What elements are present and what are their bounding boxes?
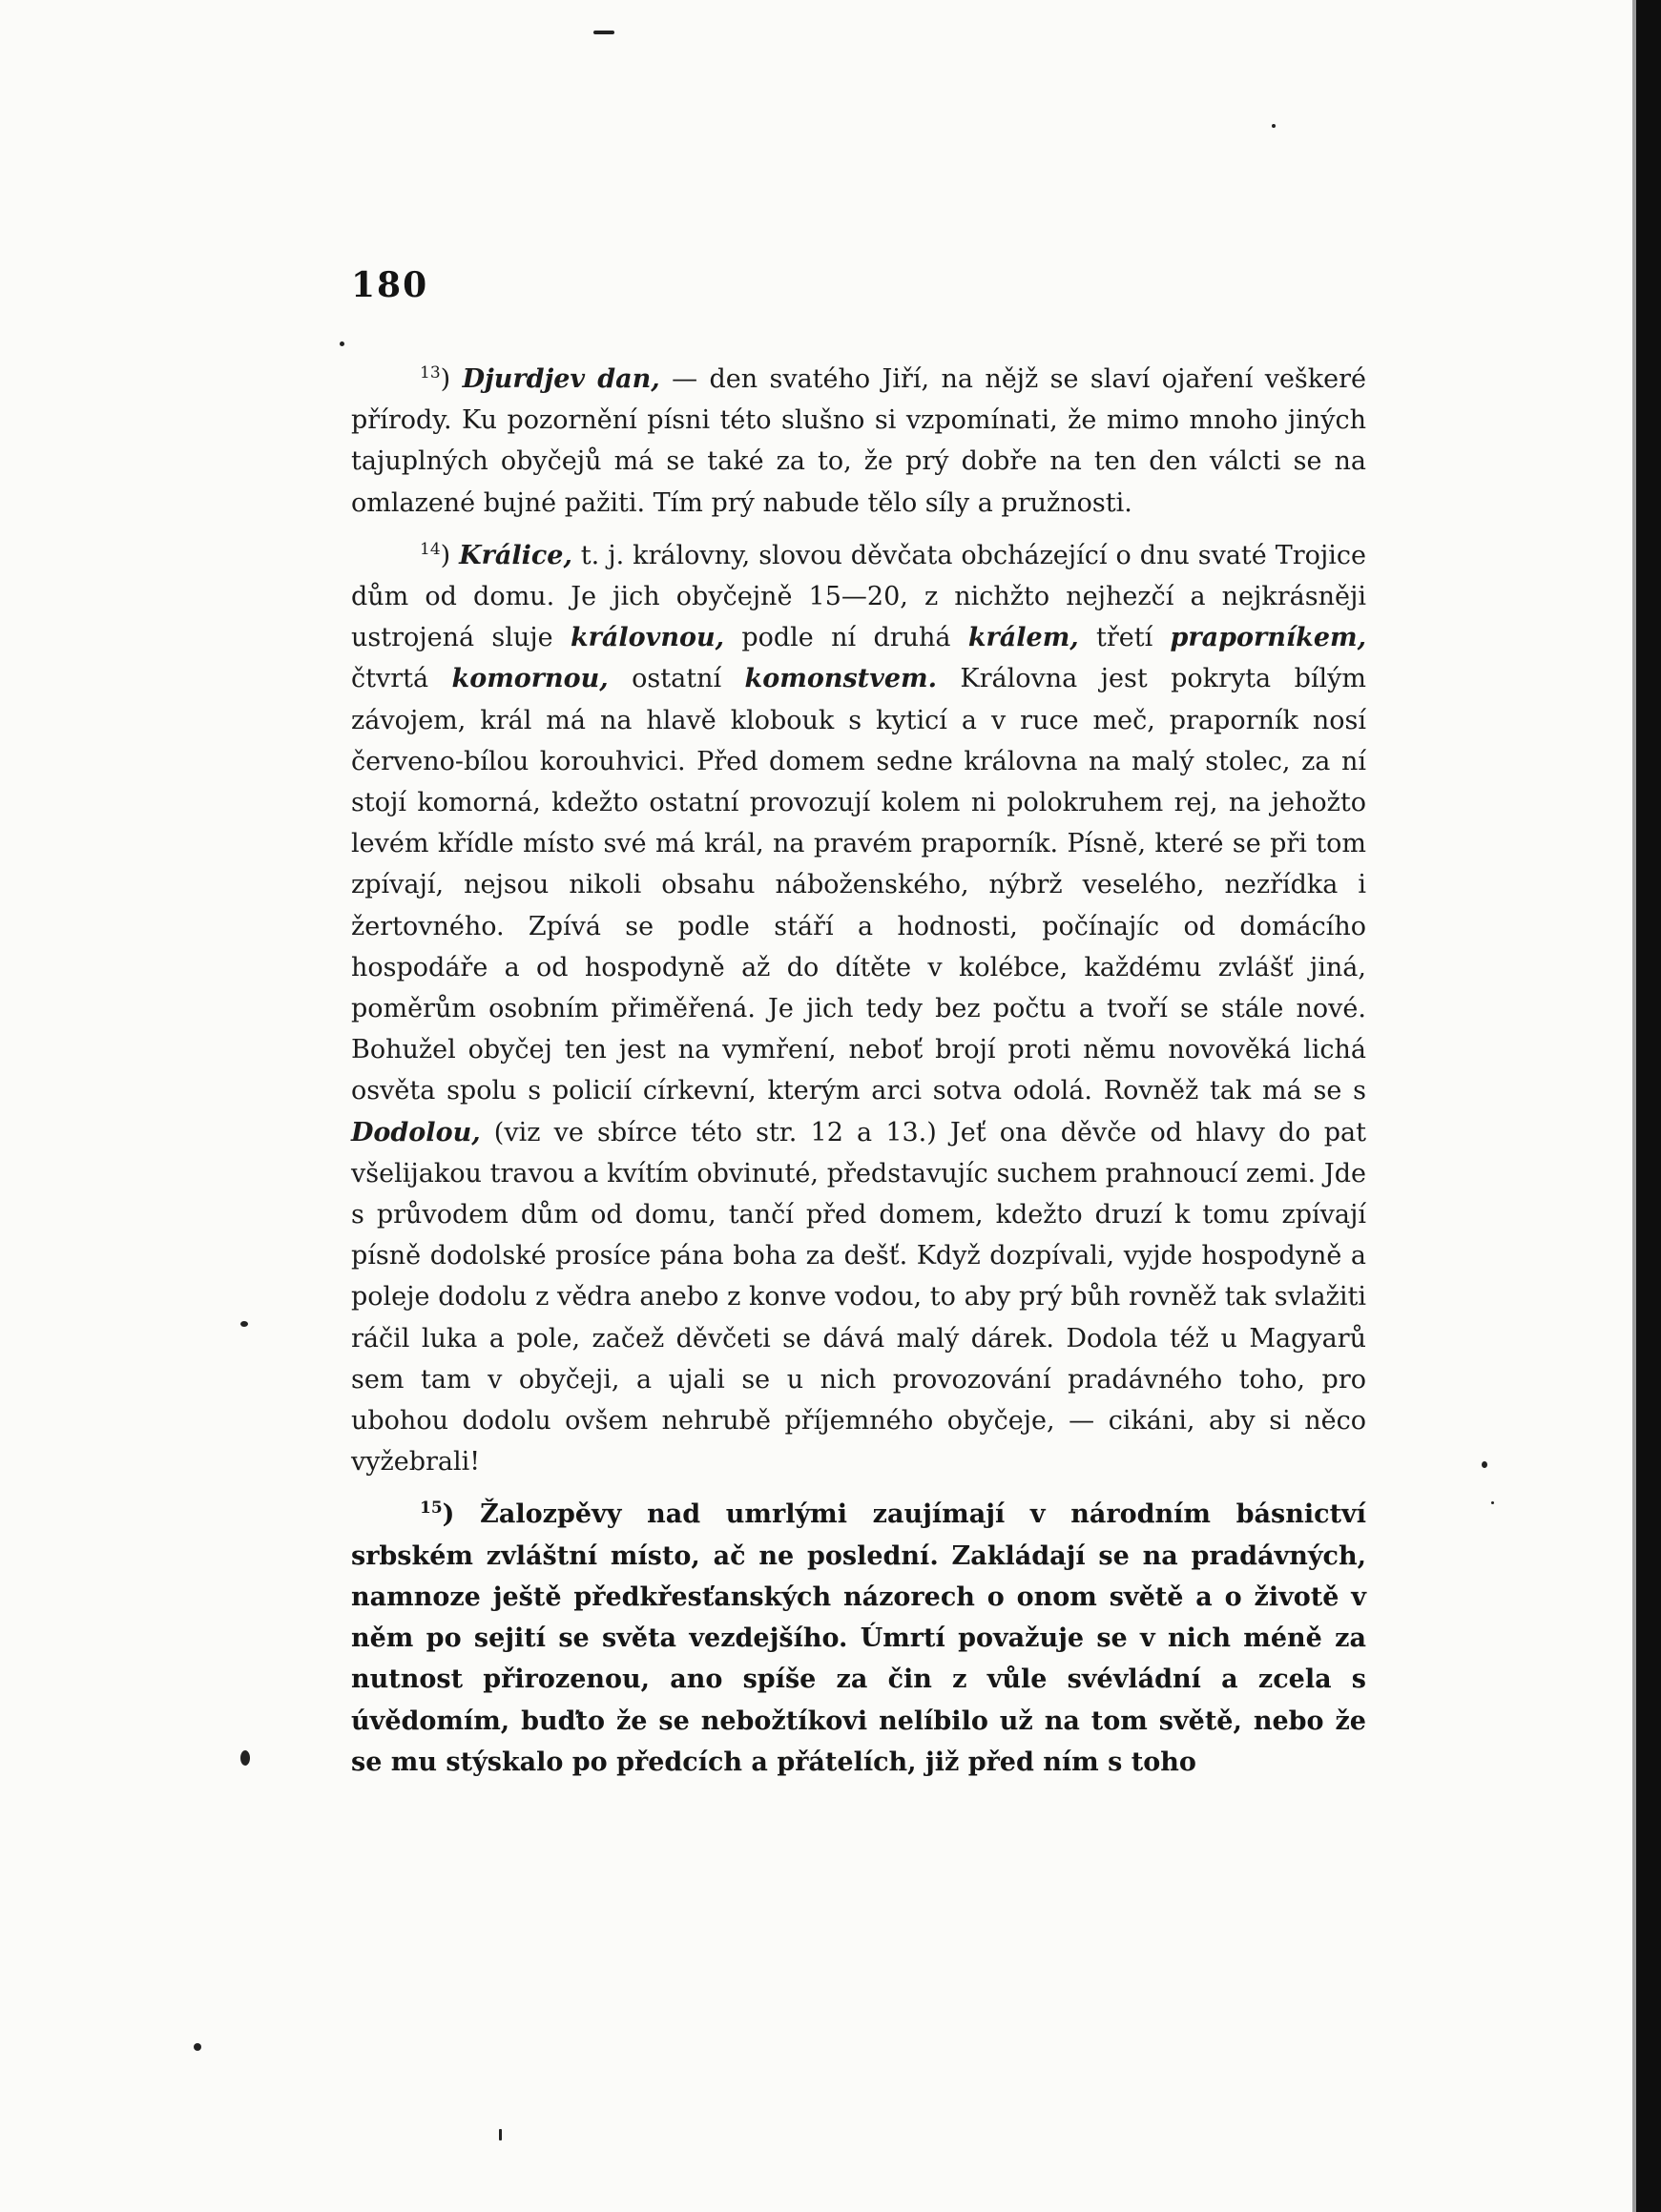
footnote-body: čtvrtá xyxy=(351,664,452,694)
dust-speck xyxy=(593,31,614,34)
dust-speck xyxy=(240,1750,250,1766)
footnote-marker: 15 xyxy=(420,1499,443,1519)
footnote-term: králem, xyxy=(967,623,1079,653)
footnote-body: t. j. královny, slovou děvčata obcházející o dnu svaté Trojice dům od domu. Je jich obyčejně 15—20, z nichžto nejhezčí a nejkrásněji ustrojená sluje xyxy=(351,540,1366,653)
dust-speck xyxy=(240,1321,248,1327)
footnote-15 xyxy=(351,1494,1366,1782)
footnote-body: ostatní xyxy=(608,664,745,694)
footnote-marker-paren: ) xyxy=(442,1499,455,1530)
page-number: 180 xyxy=(351,265,429,305)
footnote-body: Královna jest pokryta bílým závojem, král má na hlavě klobouk s kyticí a v ruce meč, praporník nosí červeno-bílou korouhvici. Před domem sedne královna na malý stolec, za ní stojí komorná, kdežto ostatní provozují kolem ni polokruhem rej, na jehožto levém křídle místo své má král, na pravém praporník. Písně, které se při tom zpívají, nejsou nikoli obsahu náboženského, nýbrž veselého, nezřídka i žertovného. Zpívá se podle stáří a hodnosti, počínajíc od domácího hospodáře a od hospodyně až do dítěte v kolébce, každému zvlášť jiná, poměrům osobním přiměřená. Je jich tedy bez počtu a tvoří se stále nové. Bohužel obyčej ten jest na vymření, neboť brojí proti němu novověká lichá osvěta spolu s policií církevní, kterým arci sotva odolá. Rovněž tak má se s xyxy=(351,664,1366,1106)
footnote-term: Králice, xyxy=(459,540,572,570)
footnote-marker-paren: ) xyxy=(440,364,451,394)
dust-speck xyxy=(340,341,344,346)
footnote-term: praporníkem, xyxy=(1170,623,1366,653)
footnote-marker: 14 xyxy=(420,539,441,559)
scan-border-right xyxy=(1636,0,1661,2212)
footnote-term: Djurdjev dan, xyxy=(462,364,660,394)
footnote-body: — den svatého Jiří, na nějž se slaví ojaření veškeré přírody. Ku pozornění písni této slušno si vzpomínati, že mimo mnoho jiných tajuplných obyčejů má se také za to, že prý dobře na ten den válcti se na omlazené bujné pažiti. Tím prý nabude tělo síly a pružnosti. xyxy=(351,364,1367,518)
footnotes-text xyxy=(351,359,1366,1783)
footnote-marker-paren: ) xyxy=(440,540,451,570)
footnote-term: Dodolou, xyxy=(351,1117,481,1147)
footnote-marker: 13 xyxy=(420,363,441,382)
footnote-term: komonstvem. xyxy=(744,664,937,694)
dust-speck xyxy=(1482,1461,1487,1468)
dust-speck xyxy=(1491,1501,1494,1504)
dust-speck xyxy=(499,2129,502,2140)
footnote-body: třetí xyxy=(1078,623,1171,653)
footnote-14 xyxy=(351,535,1366,1483)
footnote-term: královnou, xyxy=(570,623,725,653)
footnote-body: podle ní druhá xyxy=(724,623,968,653)
footnote-term: komornou, xyxy=(451,664,609,694)
dust-speck xyxy=(1272,124,1276,128)
dust-speck xyxy=(194,2043,201,2051)
footnote-body: Žalozpěvy nad umrlými zaujímají v národním básnictví srbském zvláštní místo, ač ne poslední. Zakládají se na pradávných, namnoze ještě předkřesťanských názorech o onom světě a o životě v něm po sejití se světa vezdejšího. Úmrtí považuje se v nich méně za nutnost přirozenou, ano spíše za čin z vůle svévládní a zcela s úvědomím, buďto že se nebožtíkovi nelíbilo už na tom světě, nebo že se mu stýskalo po předcích a přátelích, již před ním s toho xyxy=(351,1499,1366,1777)
footnote-body: (viz ve sbírce této str. 12 a 13.) Jeť ona děvče od hlavy do pat všelijakou travou a kvítím obvinuté, představujíc suchem prahnoucí zemi. Jde s průvodem dům od domu, tančí před domem, kdežto druzí k tomu zpívají písně dodolské prosíce pána boha za dešť. Když dozpívali, vyjde hospodyně a poleje dodolu z vědra anebo z konve vodou, to aby prý bůh rovněž tak svlažiti ráčil luka a pole, začež děvčeti se dává malý dárek. Dodola též u Magyarů sem tam v obyčeji, a ujali se u nich provozování pradávného toho, pro ubohou dodolu ovšem nehrubě příjemného obyčeje, — cikáni, aby si něco vyžebrali! xyxy=(351,1117,1366,1478)
footnote-13 xyxy=(351,359,1366,524)
